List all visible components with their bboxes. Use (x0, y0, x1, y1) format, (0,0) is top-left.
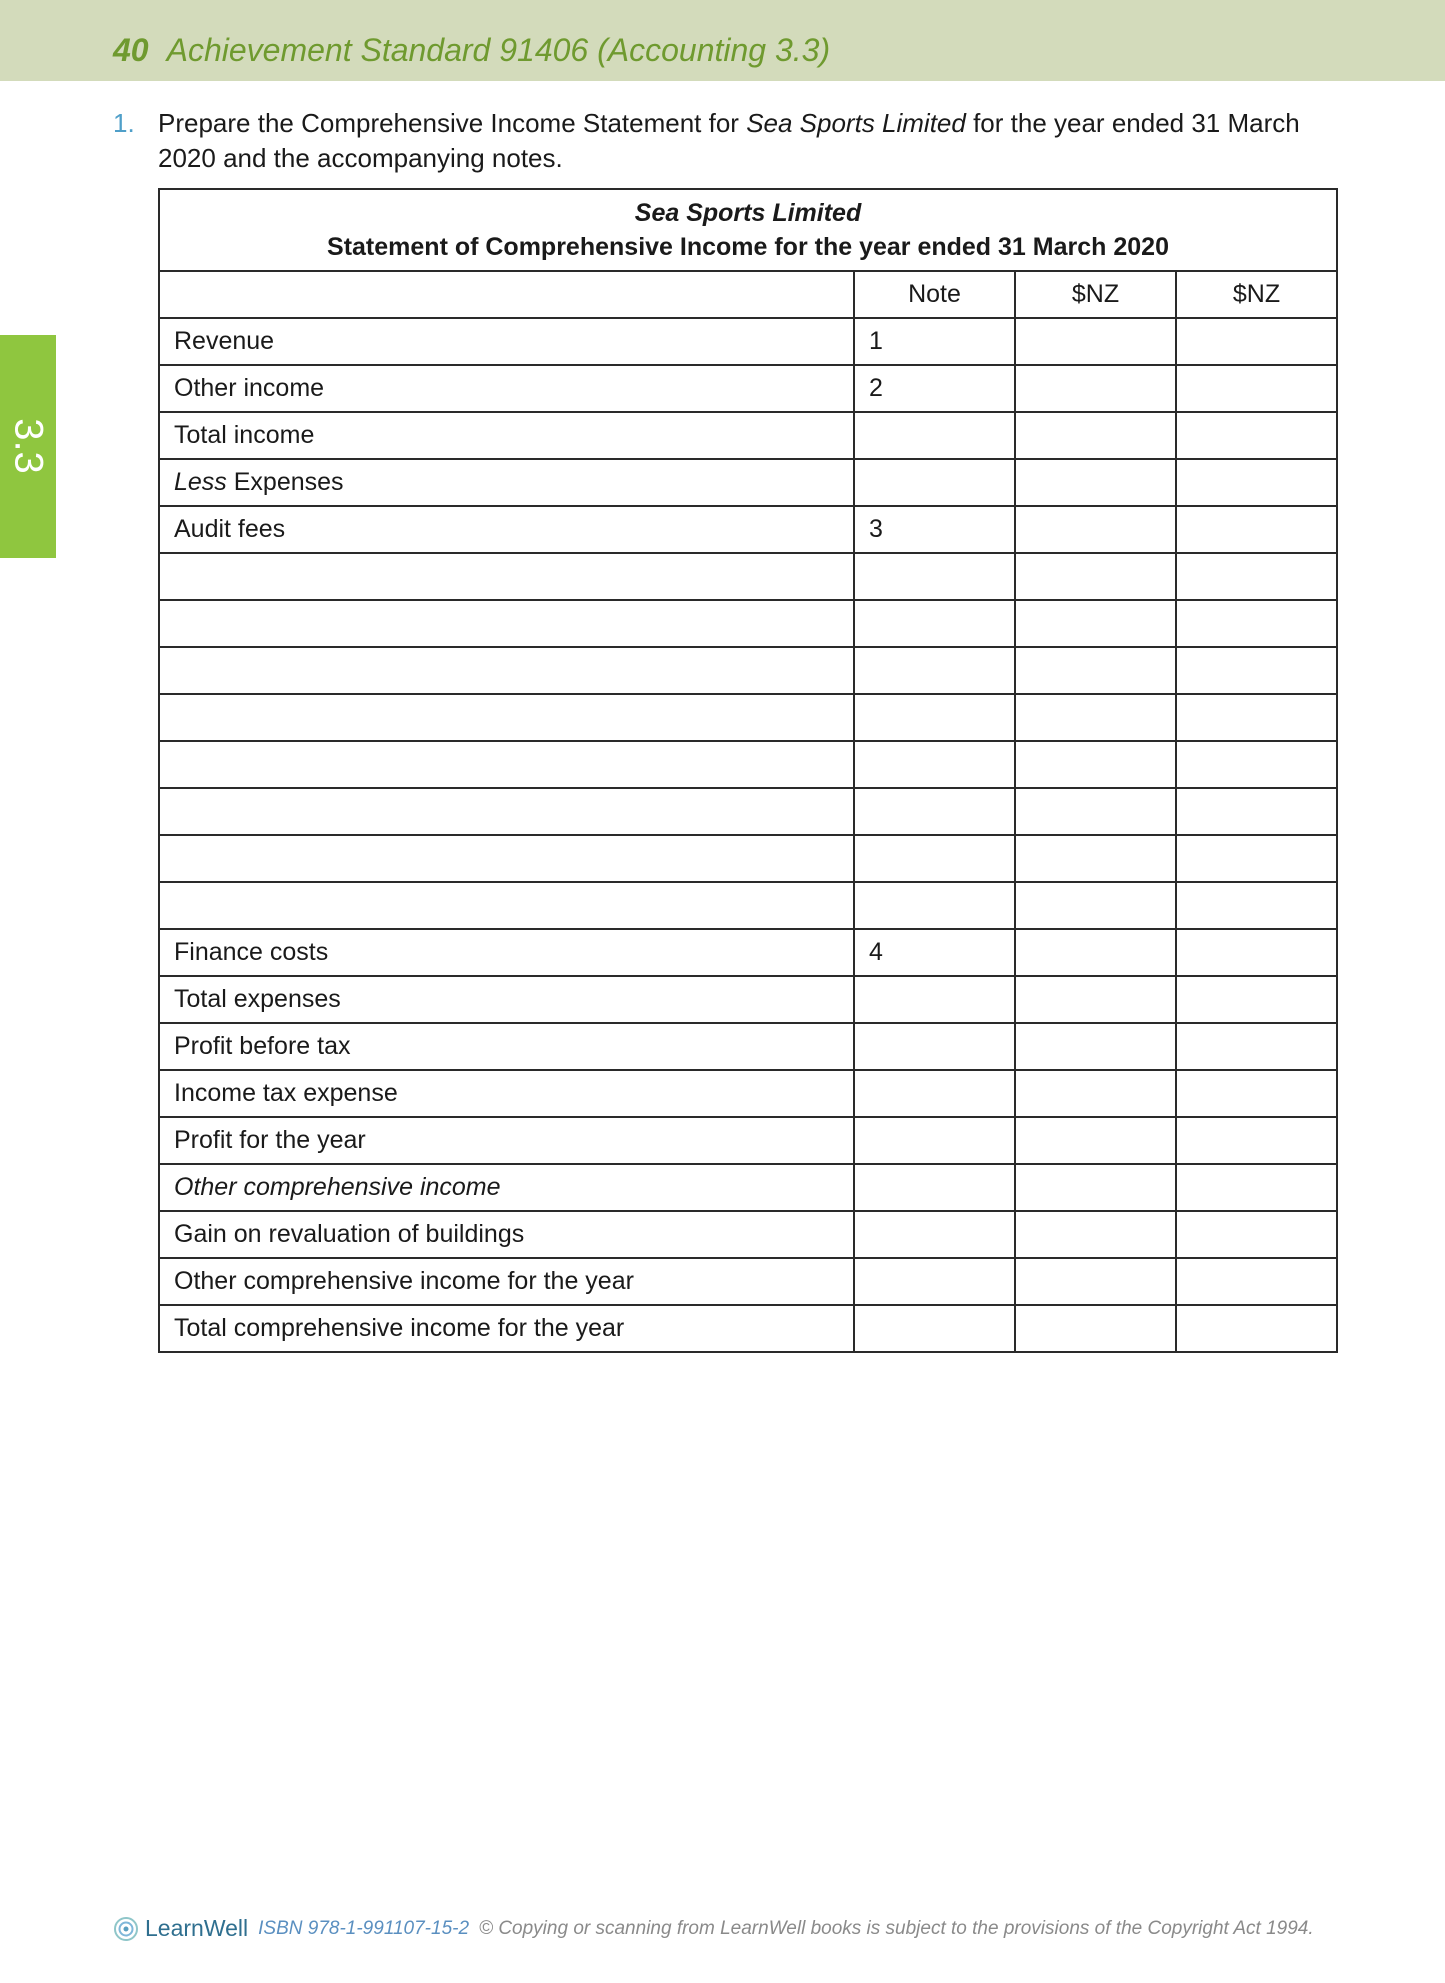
amount-cell-nz-2[interactable] (1176, 459, 1337, 506)
amount-cell-nz-2[interactable] (1176, 553, 1337, 600)
row-label: Gain on revaluation of buildings (174, 1220, 525, 1248)
row-label: Total comprehensive income for the year (174, 1314, 625, 1342)
column-header-row (159, 271, 1337, 318)
row-label-italic: Other comprehensive income (174, 1173, 501, 1201)
row-note-cell (854, 788, 1015, 835)
row-note-cell (854, 647, 1015, 694)
row-label-cell (159, 1211, 854, 1258)
row-note-cell: 1 (854, 318, 1015, 365)
statement-company-name: Sea Sports Limited (634, 199, 862, 227)
row-note-cell (854, 1164, 1015, 1211)
amount-cell-nz-2[interactable] (1176, 365, 1337, 412)
amount-cell-nz-1[interactable] (1015, 412, 1176, 459)
amount-cell-nz-1[interactable] (1015, 1211, 1176, 1258)
row-label-cell (159, 412, 854, 459)
row-label: Audit fees (174, 515, 286, 543)
row-note-cell: 4 (854, 929, 1015, 976)
amount-cell-nz-1[interactable] (1015, 365, 1176, 412)
amount-cell-nz-1[interactable] (1015, 1164, 1176, 1211)
column-header-nz-2: $NZ (1176, 271, 1337, 318)
row-label-cell (159, 365, 854, 412)
amount-cell-nz-2[interactable] (1176, 600, 1337, 647)
row-label-cell (159, 553, 854, 600)
row-label-cell (159, 506, 854, 553)
row-note-cell (854, 1117, 1015, 1164)
statement-title: Statement of Comprehensive Income for the year ended 31 March 2020 (327, 233, 1169, 261)
table-row (159, 882, 1337, 929)
running-header-title: Achievement Standard 91406 (Accounting 3.3) (166, 32, 831, 68)
amount-cell-nz-2[interactable] (1176, 788, 1337, 835)
row-note-cell (854, 1305, 1015, 1352)
section-side-tab (0, 335, 56, 558)
row-label-cell (159, 318, 854, 365)
table-row (159, 318, 1337, 365)
question-company-name: Sea Sports Limited (746, 108, 966, 138)
row-note-cell (854, 741, 1015, 788)
page-footer (113, 1915, 1314, 1942)
row-label: Other comprehensive income for the year (174, 1267, 634, 1295)
running-header (113, 32, 830, 69)
row-note-cell (854, 1211, 1015, 1258)
row-note-cell: 2 (854, 365, 1015, 412)
question-text (158, 106, 1338, 176)
amount-cell-nz-1[interactable] (1015, 1070, 1176, 1117)
amount-cell-nz-1[interactable] (1015, 506, 1176, 553)
question-text-after: for the year ended 31 March 2020 and the accompanying notes. (158, 108, 1300, 173)
amount-cell-nz-1[interactable] (1015, 1305, 1176, 1352)
row-note-cell (854, 976, 1015, 1023)
statement-title-cell (159, 189, 1337, 271)
row-label-cell (159, 647, 854, 694)
amount-cell-nz-1[interactable] (1015, 600, 1176, 647)
row-label-cell (159, 1117, 854, 1164)
row-note-cell (854, 1070, 1015, 1117)
amount-cell-nz-2[interactable] (1176, 882, 1337, 929)
row-label: Expenses (226, 468, 344, 496)
row-label-cell (159, 1305, 854, 1352)
amount-cell-nz-2[interactable] (1176, 835, 1337, 882)
amount-cell-nz-2[interactable] (1176, 929, 1337, 976)
table-row (159, 835, 1337, 882)
amount-cell-nz-2[interactable] (1176, 976, 1337, 1023)
amount-cell-nz-1[interactable] (1015, 318, 1176, 365)
table-row (159, 553, 1337, 600)
row-note-cell (854, 553, 1015, 600)
row-label-italic: Less (174, 468, 227, 496)
amount-cell-nz-1[interactable] (1015, 1258, 1176, 1305)
amount-cell-nz-2[interactable] (1176, 1023, 1337, 1070)
amount-cell-nz-2[interactable] (1176, 1117, 1337, 1164)
row-note-cell (854, 694, 1015, 741)
amount-cell-nz-1[interactable] (1015, 929, 1176, 976)
row-label-cell (159, 1070, 854, 1117)
table-row (159, 459, 1337, 506)
question-1 (113, 106, 1338, 176)
row-label-cell (159, 741, 854, 788)
amount-cell-nz-2[interactable] (1176, 694, 1337, 741)
row-label: Profit for the year (174, 1126, 366, 1154)
row-note-cell (854, 412, 1015, 459)
table-row (159, 412, 1337, 459)
row-label-cell (159, 788, 854, 835)
row-label-cell (159, 600, 854, 647)
row-note-cell (854, 600, 1015, 647)
row-label-cell (159, 1164, 854, 1211)
amount-cell-nz-2[interactable] (1176, 1211, 1337, 1258)
column-header-note: Note (854, 271, 1015, 318)
row-label-cell (159, 929, 854, 976)
income-statement-table (158, 188, 1338, 1353)
row-label-cell (159, 694, 854, 741)
table-row (159, 647, 1337, 694)
amount-cell-nz-2[interactable] (1176, 412, 1337, 459)
page-number: 40 (113, 32, 149, 68)
table-row (159, 506, 1337, 553)
amount-cell-nz-1[interactable] (1015, 694, 1176, 741)
header-band (0, 0, 1445, 81)
row-note-cell (854, 882, 1015, 929)
row-note-cell (854, 1258, 1015, 1305)
row-label-cell (159, 1023, 854, 1070)
table-row (159, 1258, 1337, 1305)
row-note-cell (854, 835, 1015, 882)
amount-cell-nz-1[interactable] (1015, 459, 1176, 506)
table-row (159, 694, 1337, 741)
amount-cell-nz-1[interactable] (1015, 553, 1176, 600)
row-label: Other income (174, 374, 325, 402)
amount-cell-nz-1[interactable] (1015, 835, 1176, 882)
amount-cell-nz-2[interactable] (1176, 1164, 1337, 1211)
amount-cell-nz-1[interactable] (1015, 788, 1176, 835)
amount-cell-nz-2[interactable] (1176, 1070, 1337, 1117)
table-row (159, 741, 1337, 788)
row-label: Total income (174, 421, 315, 449)
amount-cell-nz-1[interactable] (1015, 1117, 1176, 1164)
question-number: 1. (113, 108, 135, 138)
row-label: Revenue (174, 327, 275, 355)
row-label-cell (159, 882, 854, 929)
footer-copyright: © Copying or scanning from LearnWell books is subject to the provisions of the Copyright Act 1994. (479, 1917, 1314, 1939)
learnwell-swirl-icon (113, 1916, 139, 1942)
row-note-cell (854, 1023, 1015, 1070)
column-header-nz-1: $NZ (1015, 271, 1176, 318)
footer-brand: LearnWell (145, 1915, 249, 1941)
table-row (159, 1305, 1337, 1352)
amount-cell-nz-2[interactable] (1176, 318, 1337, 365)
section-side-tab-label: 3.3 (6, 418, 51, 474)
table-row (159, 929, 1337, 976)
amount-cell-nz-1[interactable] (1015, 976, 1176, 1023)
row-label-cell (159, 976, 854, 1023)
amount-cell-nz-2[interactable] (1176, 647, 1337, 694)
column-header-description (159, 271, 854, 318)
row-label: Income tax expense (174, 1079, 398, 1107)
footer-isbn: ISBN 978-1-991107-15-2 (258, 1917, 470, 1939)
question-text-before: Prepare the Comprehensive Income Statement for (158, 108, 747, 138)
amount-cell-nz-1[interactable] (1015, 647, 1176, 694)
row-note-cell (854, 459, 1015, 506)
amount-cell-nz-1[interactable] (1015, 882, 1176, 929)
table-row (159, 365, 1337, 412)
row-label: Finance costs (174, 938, 329, 966)
amount-cell-nz-2[interactable] (1176, 741, 1337, 788)
row-note-cell: 3 (854, 506, 1015, 553)
table-row (159, 1023, 1337, 1070)
table-row (159, 600, 1337, 647)
row-label: Profit before tax (174, 1032, 351, 1060)
table-row (159, 1164, 1337, 1211)
amount-cell-nz-2[interactable] (1176, 506, 1337, 553)
table-row (159, 1211, 1337, 1258)
row-label-cell (159, 459, 854, 506)
table-row (159, 1117, 1337, 1164)
statement-title-row (159, 189, 1337, 271)
amount-cell-nz-2[interactable] (1176, 1258, 1337, 1305)
table-row (159, 1070, 1337, 1117)
row-label-cell (159, 1258, 854, 1305)
amount-cell-nz-1[interactable] (1015, 1023, 1176, 1070)
amount-cell-nz-2[interactable] (1176, 1305, 1337, 1352)
row-label-cell (159, 835, 854, 882)
table-row (159, 788, 1337, 835)
row-label: Total expenses (174, 985, 341, 1013)
amount-cell-nz-1[interactable] (1015, 741, 1176, 788)
table-row (159, 976, 1337, 1023)
